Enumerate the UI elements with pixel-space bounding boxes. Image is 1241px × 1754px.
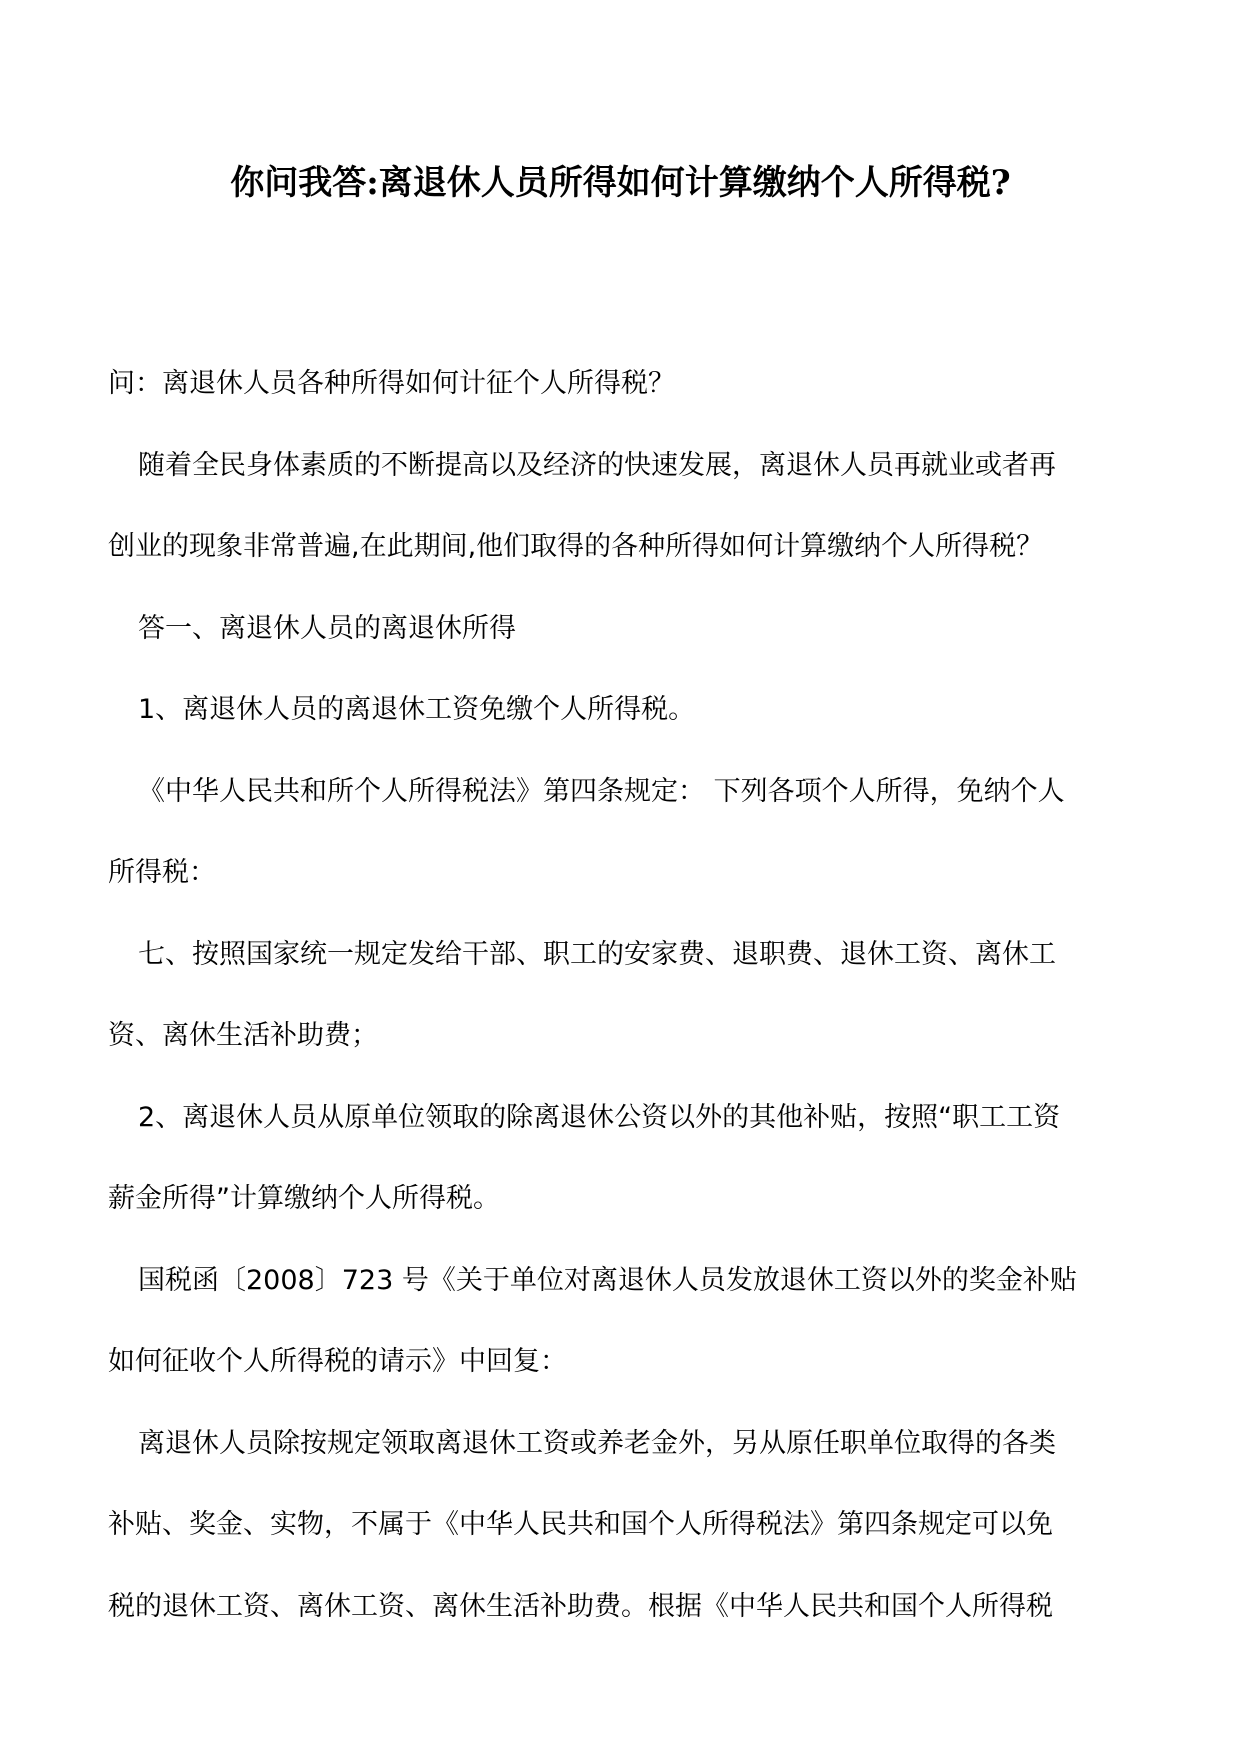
body-line: 《中华人民共和所个人所得税法》第四条规定： 下列各项个人所得，免纳个人 <box>138 775 1065 807</box>
body-line: 国税函〔2008〕723 号《关于单位对离退休人员发放退休工资以外的奖金补贴 <box>138 1264 1077 1296</box>
body-line: 所得税： <box>108 857 216 888</box>
document-title: 你问我答:离退休人员所得如何计算缴纳个人所得税? <box>230 163 1011 203</box>
body-line: 资、离休生活补助费； <box>108 1020 378 1051</box>
document-body <box>108 343 1143 1647</box>
body-line: 补贴、奖金、实物，不属于《中华人民共和国个人所得税法》第四条规定可以免 <box>108 1509 1053 1540</box>
body-line: 七、按照国家统一规定发给干部、职工的安家费、退职费、退休工资、离休工 <box>138 938 1056 970</box>
body-line: 答一、离退休人员的离退休所得 <box>138 612 516 644</box>
body-line: 创业的现象非常普遍,在此期间,他们取得的各种所得如何计算缴纳个人所得税？ <box>108 531 1044 562</box>
body-line: 1、离退休人员的离退休工资免缴个人所得税。 <box>138 694 696 725</box>
body-line: 问：离退休人员各种所得如何计征个人所得税？ <box>108 368 675 399</box>
body-line: 如何征收个人所得税的请示》中回复： <box>108 1346 567 1377</box>
body-line: 薪金所得”计算缴纳个人所得税。 <box>108 1183 500 1214</box>
body-line: 2、离退休人员从原单位领取的除离退休公资以外的其他补贴，按照“职工工资 <box>138 1101 1061 1133</box>
body-line: 税的退休工资、离休工资、离休生活补助费。根据《中华人民共和国个人所得税 <box>108 1590 1053 1622</box>
body-line: 随着全民身体素质的不断提高以及经济的快速发展，离退休人员再就业或者再 <box>138 449 1056 481</box>
body-line: 离退休人员除按规定领取离退休工资或养老金外，另从原任职单位取得的各类 <box>138 1427 1056 1459</box>
